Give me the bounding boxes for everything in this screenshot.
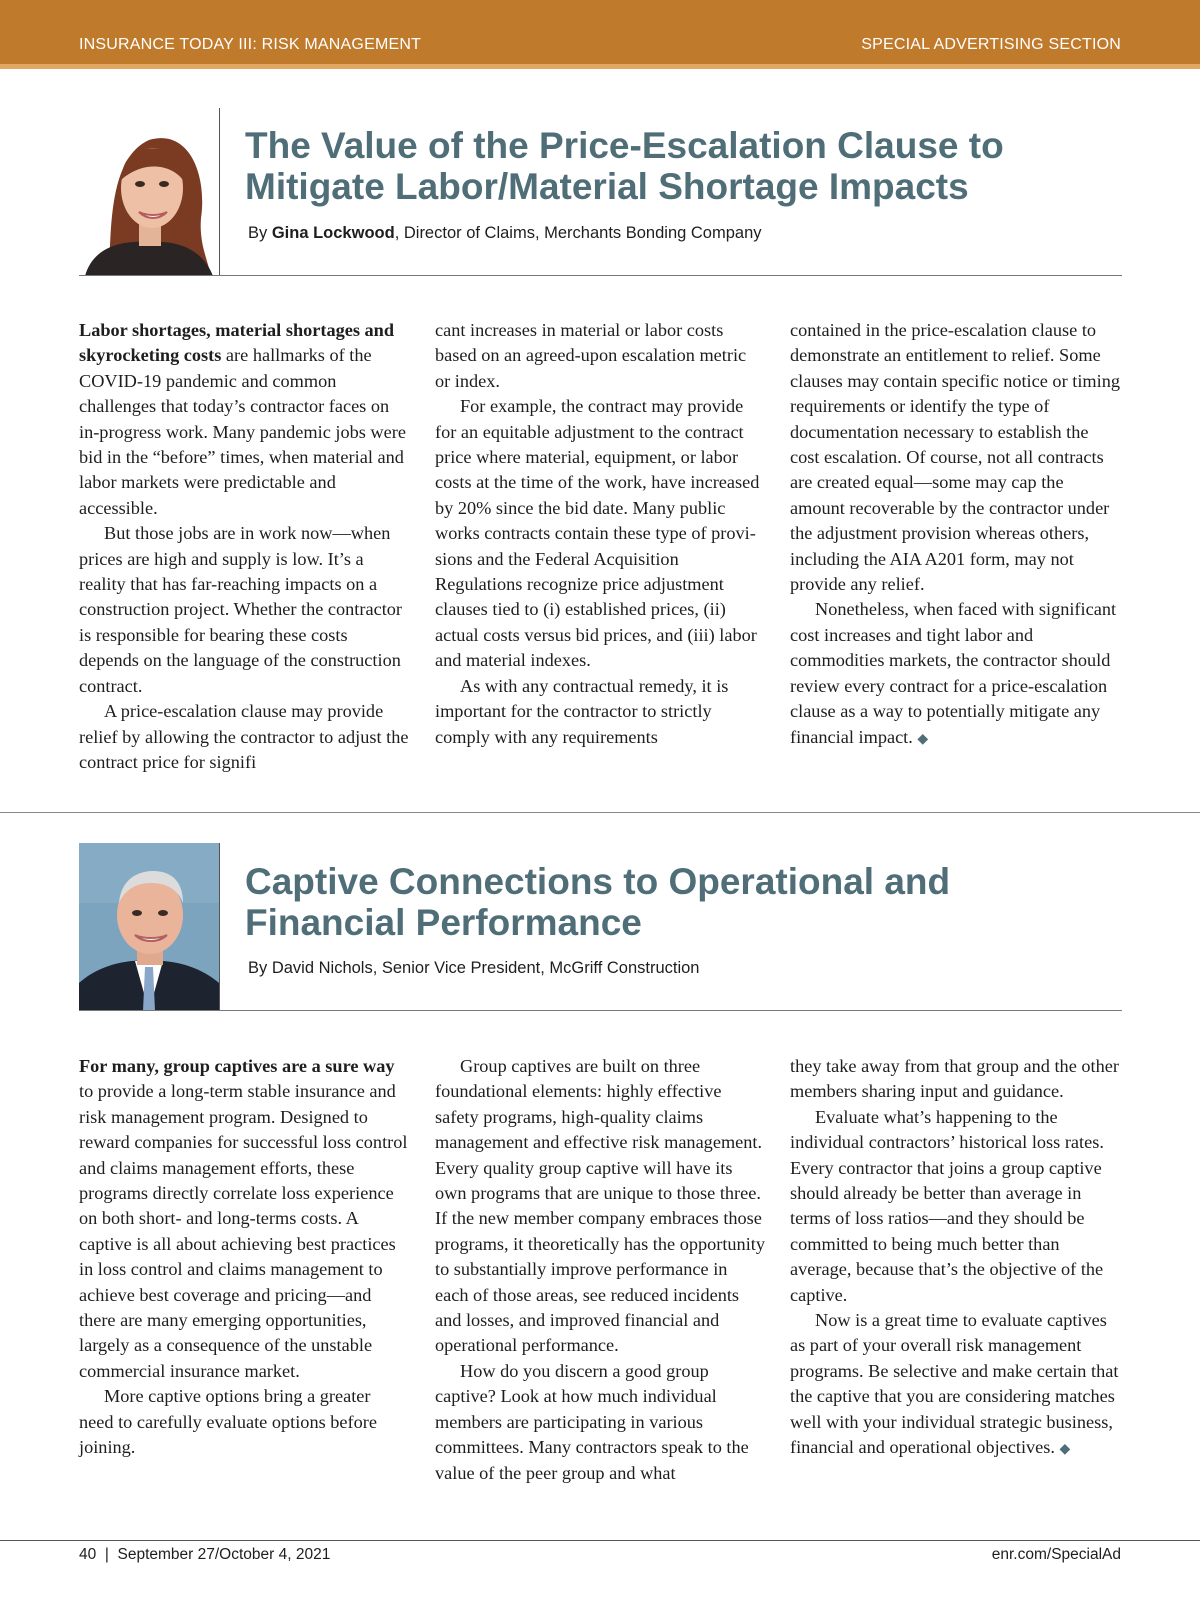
header-divider-vertical — [219, 108, 220, 276]
paragraph: A price-escalation clause may provide relief by allowing the contractor to adjust the contract price for signifi — [79, 701, 409, 772]
page-info: 40 | September 27/October 4, 2021 — [79, 1546, 331, 1563]
header-divider — [79, 275, 1122, 276]
paragraph: Now is a great time to evaluate captives as part of your overall risk management programs. Be selective and make certain that the captive that you are considering matches well with your individual strategic business, financial and operational objectives. ◆ — [790, 1310, 1119, 1458]
paragraph: More captive options bring a greater need to carefully evaluate options before joining. — [79, 1386, 377, 1458]
article-2-byline: By David Nichols, Senior Vice President, McGriff Construction — [248, 959, 700, 977]
paragraph: cant increases in material or labor costs based on an agreed-upon escalation metric or index. — [435, 320, 747, 391]
paragraph: But those jobs are in work now—when prices are high and supply is low. It’s a reality that has far-reaching impacts on a construction project. Whether the contractor is responsible for bearing these costs depends on the language of the construction contract. — [79, 523, 403, 696]
article-1-title — [245, 125, 1125, 207]
section-banner — [0, 0, 1200, 69]
article-separator — [0, 812, 1200, 813]
paragraph: Group captives are built on three foundational elements: highly effective safety programs, high-quality claims management and effective risk management. Every quality group captive will have its own programs that are unique to those three. If the new member company embraces those programs, it theoretically has the opportunity to substantially improve performance in each of those areas, see reduced incidents and losses, and improved financial and operational performance. — [435, 1056, 765, 1356]
author-title: , Director of Claims, Merchants Bonding Company — [394, 224, 762, 242]
article-2-column-2 — [435, 1054, 765, 1486]
advertising-label: SPECIAL ADVERTISING SECTION — [861, 36, 1121, 53]
article-2-title-line-2: Financial Performance — [245, 902, 642, 943]
paragraph: For example, the contract may provide for an equitable adjustment to the contract price where material, equipment, or labor costs at the time of the work, have increased by 20% since the bid date. Many public works contracts contain these type of provisions and the Federal Acquisition Regulations recognize price adjustment clauses tied to (i) established prices, (ii) actual costs versus bid prices, and (iii) labor and material indexes. — [435, 396, 760, 671]
author-name: Gina Lockwood — [271, 224, 395, 242]
paragraph: contained in the price-escalation clause to demonstrate an entitlement to relief. Some clauses may contain specific notice or timing requirements or identify the type of documentation necessary to establish the cost escalation. Of course, not all contracts are created equal—some may cap the amount recoverable by the contractor under the adjustment provision whereas others, including the AIA A201 form, may not provide any relief. — [790, 320, 1120, 595]
footer-url: enr.com/SpecialAd — [991, 1546, 1121, 1563]
article-1-column-1 — [79, 318, 409, 775]
article-2-column-1 — [79, 1054, 409, 1461]
article-1-title-line-1: The Value of the Price-Escalation Clause to — [245, 125, 1004, 166]
header-divider — [79, 1010, 1122, 1011]
lead-in: Labor shortages, material shortages and skyrocketing costs — [79, 320, 395, 366]
paragraph: Labor shortages, material shortages and skyrocketing costs are hallmarks of the COVID-19 pandemic and common challenges that today’s contractor faces on in-progress work. Many pandemic jobs were bid in the “before” times, when material and labor markets were predictable and accessible. — [79, 320, 406, 518]
section-title: INSURANCE TODAY III: RISK MANAGEMENT — [79, 36, 422, 53]
article-1-title-line-2: Mitigate Labor/Material Shortage Impacts — [245, 166, 969, 207]
author-photo-david-nichols — [79, 843, 219, 1011]
article-1-column-3 — [790, 318, 1120, 752]
end-mark-icon: ◆ — [917, 731, 929, 747]
article-2-title — [245, 861, 1125, 943]
article-2-title-line-1: Captive Connections to Operational and — [245, 861, 951, 902]
paragraph: Nonetheless, when faced with significant cost increases and tight labor and commodities markets, the contractor should review every contract for a price-escalation clause as a way to potentially mitigate any financial impact. ◆ — [790, 599, 1117, 747]
header-divider-vertical — [219, 843, 220, 1011]
paragraph: How do you discern a good group captive? Look at how much individual members are participating in various committees. Many contractors speak to the value of the peer group and what — [435, 1360, 749, 1483]
footer-divider — [0, 1540, 1200, 1541]
author-photo-gina-lockwood — [79, 118, 219, 276]
byline-prefix: By — [248, 224, 272, 242]
lead-in: For many, group captives are a sure way — [79, 1056, 395, 1076]
article-1-column-2 — [435, 318, 765, 750]
paragraph: For many, group captives are a sure way to provide a long-term stable insurance and risk management program. Designed to reward companies for successful loss control and claims management efforts, these programs directly correlate loss experience on both short- and long-terms costs. A captive is all about achieving best practices in loss control and claims management to achieve best coverage and pricing—and there are many emerging opportunities, largely as a consequence of the unstable commercial insurance market. — [79, 1056, 408, 1381]
article-1-byline — [248, 224, 762, 243]
article-2-column-3 — [790, 1054, 1120, 1463]
paragraph: As with any contractual remedy, it is important for the contractor to strictly comply with any requirements — [435, 675, 729, 747]
end-mark-icon: ◆ — [1059, 1442, 1071, 1458]
paragraph: they take away from that group and the other members sharing input and guidance. — [790, 1056, 1119, 1102]
paragraph: Evaluate what’s happening to the individual contractors’ historical loss rates. Every contractor that joins a group captive should already be better than average in terms of loss ratios—and they should be committed to being much better than average, because that’s the objective of the captive. — [790, 1106, 1104, 1305]
